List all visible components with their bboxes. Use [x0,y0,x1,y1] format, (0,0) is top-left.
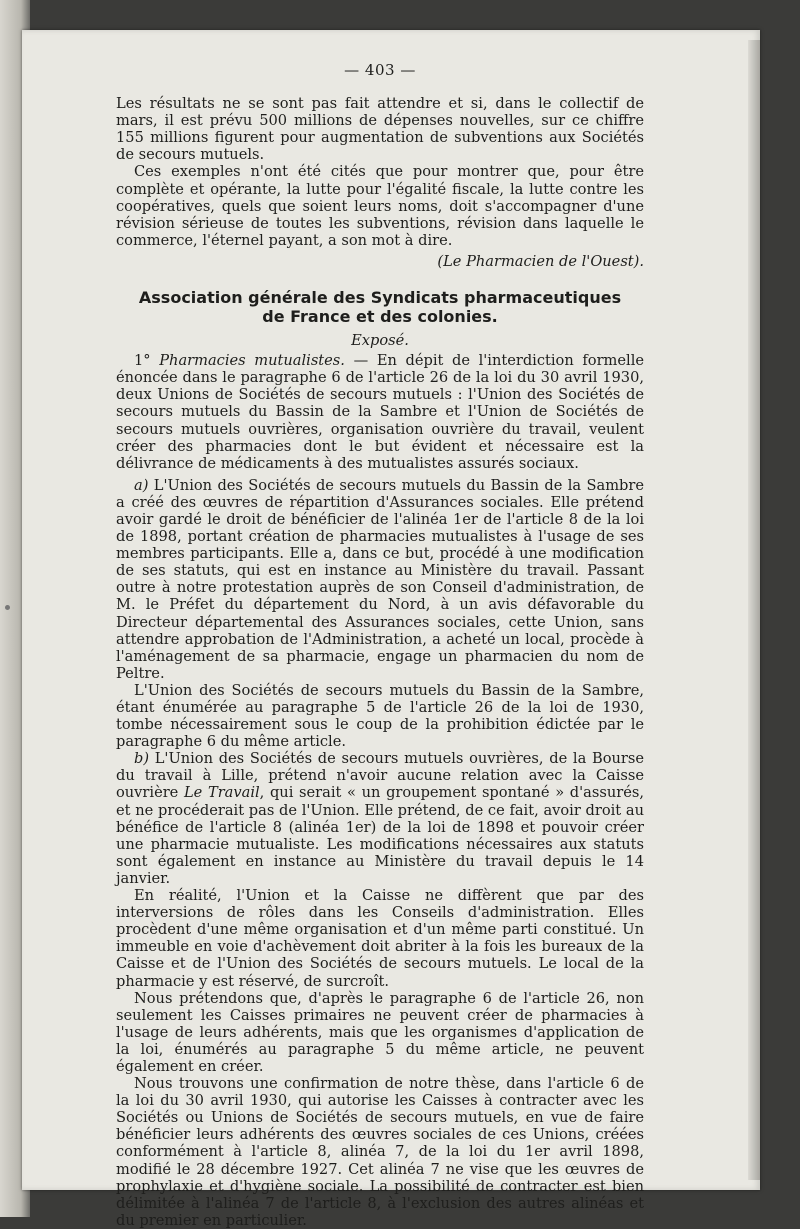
page-content [116,62,644,1229]
page-number: — 403 — [344,61,416,79]
intro-paragraph: Les résultats ne se sont pas fait attendre et si, dans le collectif de mars, il est prévu 500 millions de dépenses nouvelles, sur ce chiffre 155 millions figurent pour augmentation de subventions aux Sociétés de secours mutuels. [116,95,644,164]
closing-paragraph: Nous prétendons que, d'après le paragraphe 6 de l'article 26, non seulement les Caisses primaires ne peuvent créer de pharmacies à l'usage de leurs adhérents, mais que les organismes d'application de la loi, énumérés au paragraphe 5 du même article, ne peuvent également en créer. [116,989,644,1075]
margin-spot [5,605,10,610]
point-b-text-after: , qui serait « un groupement spontané » d'assurés, et ne procéderait pas de l'Union. Elle prétend, de ce fait, avoir droit au bénéfice de l'article 8 (alinéa 1er) de la loi de 1898 et pouvoir créer une pharmacie mutualiste. Les modifications nécessaires aux statuts sont également en instance au Ministère du travail depuis le 14 janvier. [116,784,644,887]
point-b-italic: Le Travail [183,784,260,802]
closing-paragraph: Nous trouvons une confirmation de notre thèse, dans l'article 6 de la loi du 30 avril 1930, qui autorise les Caisses à contracter avec les Sociétés ou Unions de Sociétés de secours mutuels, en vue de faire bénéficier leurs adhérents des œuvres sociales de ces Unions, créées conformément à l'article 8, alinéa 7, de la loi du 1er avril 1898, modifié le 28 décembre 1927. Cet alinéa 7 ne vise que les œuvres de prophylaxie et d'hygiène sociale. La possibilité de contracter est bien délimitée à l'alinéa 7 de l'article 8, à l'exclusion des autres alinéas et du premier en particulier. [116,1075,644,1229]
heading-line-1: Association générale des Syndicats pharmaceutiques [138,288,622,308]
section-1-text: — En dépit de l'interdiction formelle énoncée dans le paragraphe 6 de l'article 26 de la loi du 30 avril 1930, deux Unions de Sociétés de secours mutuels : l'Union des Sociétés de secours mutuels du Bassin de la Sambre et l'Union de Sociétés de secours mutuels ouvrières, organisation ouvrière du travail, veulent créer des pharmacies dont le but évident et nécessaire est la délivrance de médicaments à des mutualistes assurés sociaux. [116,352,644,472]
section-1-title: Pharmacies mutualistes. [159,352,345,370]
point-b-paragraph [116,750,644,887]
section-heading [116,288,644,326]
section-1-number: 1° [134,352,160,370]
point-a-text: L'Union des Sociétés de secours mutuels du Bassin de la Sambre a créé des œuvres de répartition d'Assurances sociales. Elle prétend avoir gardé le droit de bénéficier de l'alinéa 1er de l'article 8 de la loi de 1898, portant création de pharmacies mutualistes à l'usage de ses membres participants. Elle a, dans ce but, procédé à une modification de ses statuts, qui est en instance au Ministère du travail. Passant outre à notre protestation auprès de son Conseil d'administration, de M. le Préfet du département du Nord, à un avis défavorable du Directeur départemental des Assurances sociales, cette Union, sans attendre approbation de l'Administration, a acheté un local, procède à l'aménagement de sa pharmacie, engage un pharmacien du nom de Peltre. [116,476,644,682]
heading-line-2: de France et des colonies. [262,307,498,327]
point-a-label: a) [134,476,149,494]
point-a-paragraph [116,477,644,682]
section-1-paragraph [116,352,644,472]
sambre-paragraph: L'Union des Sociétés de secours mutuels du Bassin de la Sambre, étant énumérée au paragraphe 5 de l'article 26 de la loi de 1930, tombe nécessairement sous le coup de la prohibition édictée par le paragraphe 6 du même article. [116,681,644,751]
expose-subtitle: Exposé. [351,332,409,350]
source-citation: (Le Pharmacien de l'Ouest). [437,252,644,270]
point-b-label: b) [134,750,150,768]
point-b-text-before: L'Union des Sociétés de secours mutuels ouvrières, de la Bourse du travail à Lille, prétend n'avoir aucune relation avec la Caisse ouvrière [116,750,644,802]
intro-paragraph: Ces exemples n'ont été cités que pour montrer que, pour être complète et opérante, la lutte pour l'égalité fiscale, la lutte contre les coopératives, quels que soient leurs noms, doit s'accompagner d'une révision sérieuse de toutes les subventions, révision dans laquelle le commerce, l'éternel payant, a son mot à dire. [116,163,644,249]
page-stack-edge [748,40,760,1180]
closing-paragraph: En réalité, l'Union et la Caisse ne diffèrent que par des interversions de rôles dans les Conseils d'administration. Elles procèdent d'une même organisation et d'un même parti constitué. Un immeuble en voie d'achèvement doit abriter à la fois les bureaux de la Caisse et de l'Union des Sociétés de secours mutuels. Le local de la pharmacie y est réservé, de surcroît. [116,887,644,990]
